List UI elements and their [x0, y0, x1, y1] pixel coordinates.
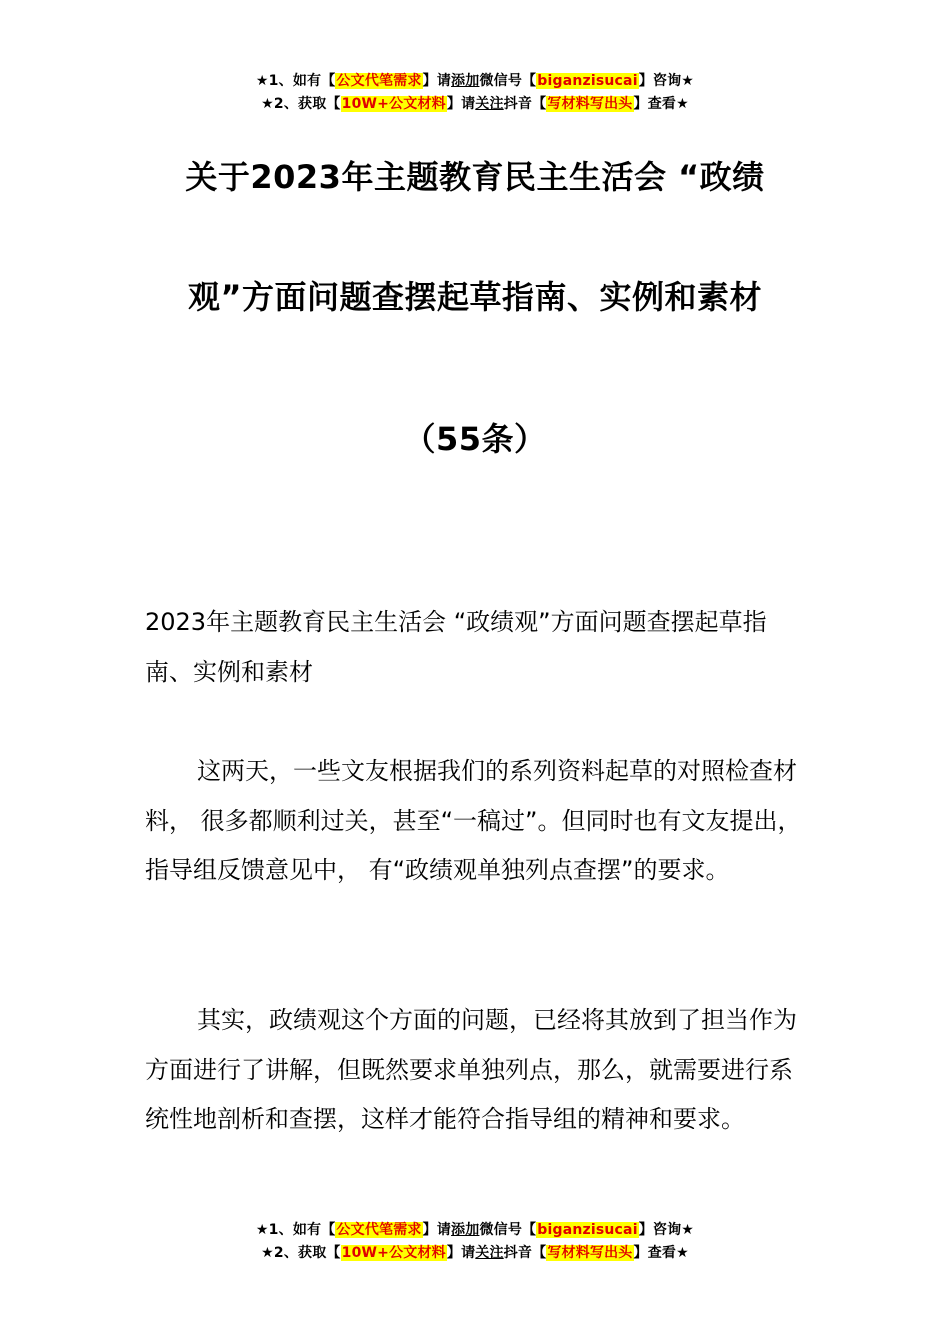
notice-text: 】请: [446, 1245, 476, 1261]
footer-notice-line-2: [0, 1242, 950, 1265]
highlighted-materials: 10W+公文材料: [341, 1245, 446, 1261]
underlined-text: 关注: [475, 96, 504, 112]
highlighted-service: 公文代笔需求: [336, 1222, 422, 1238]
header-notice-line-2: [0, 93, 950, 116]
notice-text: ★2、获取【: [261, 96, 341, 112]
notice-text: 】请: [422, 73, 452, 89]
highlighted-wechat-id: biganzisucai: [537, 73, 638, 89]
header-notice: [0, 70, 950, 116]
notice-text: ★2、获取【: [261, 1245, 341, 1261]
document-title-line-1: 关于2023年主题教育民主生活会 “政绩: [185, 158, 765, 196]
underlined-text: 关注: [475, 1245, 504, 1261]
notice-text: 】请: [422, 1222, 452, 1238]
notice-text: 】咨询★: [638, 1222, 695, 1238]
notice-text: 抖音【: [503, 1245, 547, 1261]
notice-text: ★1、如有【: [255, 73, 336, 89]
document-title-line-2: 观”方面问题查摆起草指南、实例和素材: [187, 278, 763, 316]
notice-text: 微信号【: [479, 73, 537, 89]
document-title-line-3: （55条）: [403, 420, 547, 458]
notice-text: 】咨询★: [638, 73, 695, 89]
footer-notice-line-1: [0, 1219, 950, 1242]
notice-text: 抖音【: [503, 96, 547, 112]
document-subtitle: 2023年主题教育民主生活会 “政绩观”方面问题查摆起草指南、实例和素材: [145, 608, 767, 686]
notice-text: ★1、如有【: [255, 1222, 336, 1238]
highlighted-douyin-account: 写材料写出头: [547, 96, 633, 112]
highlighted-materials: 10W+公文材料: [341, 96, 446, 112]
header-notice-line-1: [0, 70, 950, 93]
body-paragraph-1: 这两天，一些文友根据我们的系列资料起草的对照检查材料， 很多都顺利过关，甚至“一稿过”。但同时也有文友提出，指导组反馈意见中， 有“政绩观单独列点查摆”的要求。: [145, 757, 802, 884]
body-paragraph-2: 其实，政绩观这个方面的问题，已经将其放到了担当作为方面进行了讲解，但既然要求单独列点，那么，就需要进行系统性地剖析和查摆，这样才能符合指导组的精神和要求。: [145, 1006, 797, 1133]
underlined-text: 添加: [451, 73, 480, 89]
notice-text: 微信号【: [479, 1222, 537, 1238]
notice-text: 】查看★: [633, 96, 689, 112]
highlighted-douyin-account: 写材料写出头: [547, 1245, 633, 1261]
notice-text: 】查看★: [633, 1245, 689, 1261]
footer-notice: [0, 1219, 950, 1265]
highlighted-service: 公文代笔需求: [336, 73, 422, 89]
highlighted-wechat-id: biganzisucai: [537, 1222, 638, 1238]
notice-text: 】请: [446, 96, 476, 112]
underlined-text: 添加: [451, 1222, 480, 1238]
